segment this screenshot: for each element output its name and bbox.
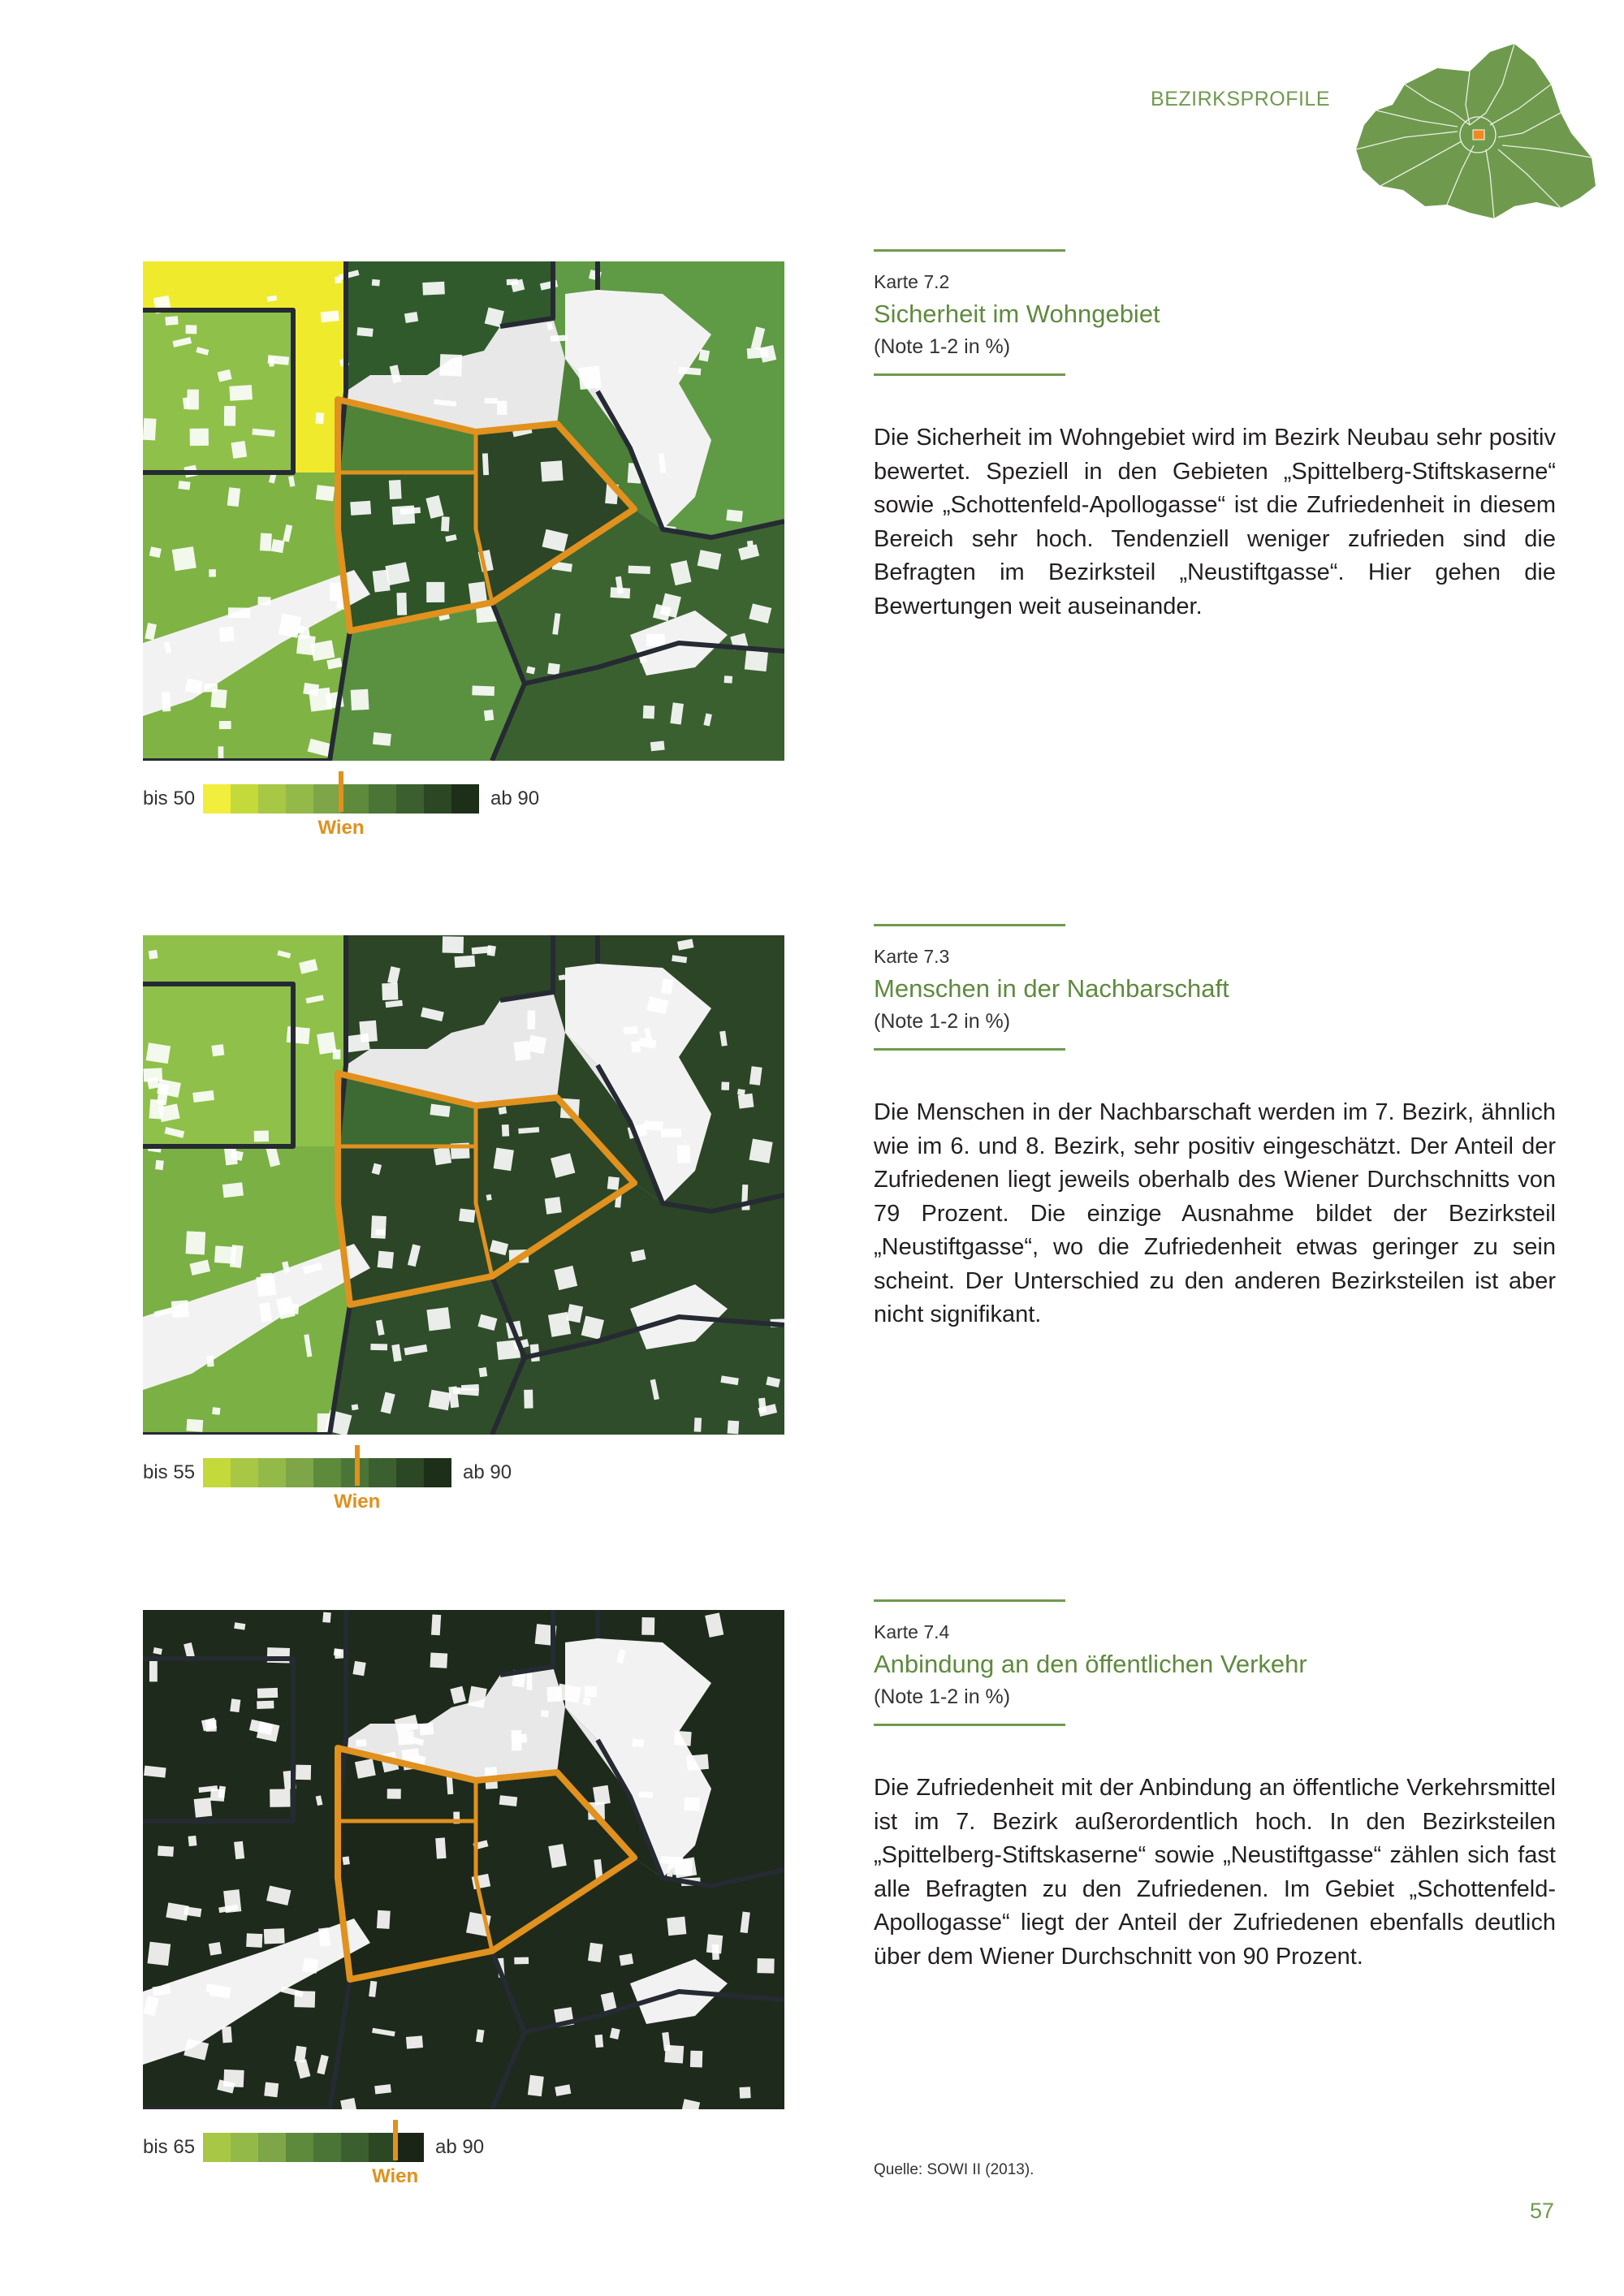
legend-swatch	[369, 1458, 396, 1487]
map-title: Sicherheit im Wohngebiet	[874, 300, 1160, 328]
map-note: (Note 1-2 in %)	[874, 1010, 1011, 1033]
divider	[874, 373, 1065, 376]
legend-high-label: ab 90	[490, 788, 540, 809]
map-legend	[143, 2125, 793, 2206]
legend-low-label: bis 55	[143, 1461, 196, 1483]
divider	[874, 1048, 1065, 1051]
legend-high-label: ab 90	[435, 2136, 485, 2158]
legend-swatch	[396, 1458, 424, 1487]
legend-swatch	[396, 784, 424, 814]
legend-swatch	[313, 784, 341, 814]
legend-swatch	[258, 784, 286, 814]
legend-swatch	[286, 1458, 313, 1487]
map-note: (Note 1-2 in %)	[874, 1685, 1011, 1708]
page-number: 57	[1530, 2199, 1555, 2223]
map-number: Karte 7.3	[874, 946, 950, 967]
legend-swatch	[424, 1458, 451, 1487]
map-info-block	[874, 1599, 1556, 1974]
map-canvas	[143, 1610, 784, 2109]
legend-wien-label: Wien	[317, 817, 365, 839]
legend-swatch	[203, 1458, 231, 1487]
divider	[874, 1724, 1065, 1726]
map-number: Karte 7.2	[874, 271, 950, 292]
map-legend	[143, 776, 793, 857]
legend-swatch	[258, 1458, 286, 1487]
map-description: Die Menschen in der Nachbarschaft werden im 7. Bezirk, ähnlich wie im 6. und 8. Bezirk, sehr positiv eingeschätzt. Der Anteil der Zufriedenen liegt jeweils oberhalb des Wiener Durchschnitts von 79 Prozent. Die einzige Ausnahme bildet der Bezirksteil „Neustiftgasse“, wo die Zufriedenheit etwas geringer zu sein scheint. Der Unterschied zu den anderen Bezirksteilen ist aber nicht signifikant.	[874, 1099, 1556, 1327]
map-info-block	[874, 249, 1556, 624]
map-title: Anbindung an den öffentlichen Verkehr	[874, 1650, 1307, 1678]
legend-swatch	[341, 2133, 369, 2162]
legend-wien-label: Wien	[334, 1491, 381, 1513]
legend-wien-label: Wien	[372, 2165, 419, 2187]
legend-swatch	[231, 1458, 258, 1487]
divider	[874, 1599, 1065, 1602]
legend-swatch	[424, 784, 451, 814]
legend-color-scale	[203, 1458, 451, 1487]
legend-swatch	[313, 1458, 341, 1487]
legend-swatch	[286, 784, 313, 814]
legend-swatch	[203, 784, 231, 814]
map-legend	[143, 1450, 793, 1531]
map-canvas	[143, 261, 784, 761]
legend-swatch	[258, 2133, 286, 2162]
legend-high-label: ab 90	[463, 1461, 512, 1483]
legend-swatch	[313, 2133, 341, 2162]
choropleth-map	[143, 935, 784, 1435]
legend-low-label: bis 65	[143, 2136, 196, 2158]
map-info-block	[874, 924, 1556, 1332]
legend-swatch	[369, 784, 396, 814]
legend-color-scale	[203, 2133, 424, 2162]
section-label: BEZIRKSPROFILE	[1151, 88, 1330, 110]
divider	[874, 249, 1065, 252]
legend-swatch	[231, 784, 258, 814]
choropleth-map	[143, 261, 784, 761]
legend-wien-marker	[339, 771, 343, 812]
map-region-far-sw	[143, 984, 293, 1146]
choropleth-map	[143, 1610, 784, 2109]
legend-low-label: bis 50	[143, 788, 196, 809]
legend-swatch	[203, 2133, 231, 2162]
divider	[874, 924, 1065, 926]
legend-wien-marker	[393, 2120, 398, 2160]
legend-wien-marker	[355, 1445, 360, 1486]
legend-swatch	[231, 2133, 258, 2162]
map-description: Die Sicherheit im Wohngebiet wird im Bezirk Neubau sehr positiv bewertet. Speziell in den Gebieten „Spittelberg-Stiftskaserne“ sowie „Schottenfeld-Apollogasse“ ist die Zufriedenheit in diesem Bereich sehr hoch. Tendenziell weniger zufrieden sind die Befragten im Bezirksteil „Neustiftgasse“. Hier gehen die Bewertungen weit auseinander.	[874, 425, 1556, 619]
map-number: Karte 7.4	[874, 1621, 950, 1642]
legend-swatch	[286, 2133, 313, 2162]
map-region-far-sw	[143, 310, 293, 473]
map-title: Menschen in der Nachbarschaft	[874, 974, 1229, 1003]
map-note: (Note 1-2 in %)	[874, 335, 1011, 358]
source-note: Quelle: SOWI II (2013).	[874, 2161, 1034, 2178]
legend-swatch	[451, 784, 479, 814]
map-canvas	[143, 935, 784, 1435]
vienna-district-map-icon	[1348, 36, 1600, 222]
legend-swatch	[341, 784, 369, 814]
legend-swatch	[396, 2133, 424, 2162]
map-description: Die Zufriedenheit mit der Anbindung an öffentliche Verkehrsmittel ist im 7. Bezirk außerordentlich hoch. In den Bezirksteilen „Spittelberg-Stiftskaserne“ sowie „Neustiftgasse“ zählen sich fast alle Befragten zu den Zufriedenen. Im Gebiet „Schottenfeld-Apollogasse“ liegt der Anteil der Zufriedenen ebenfalls deutlich über dem Wiener Durchschnitt von 90 Prozent.	[874, 1775, 1556, 1970]
